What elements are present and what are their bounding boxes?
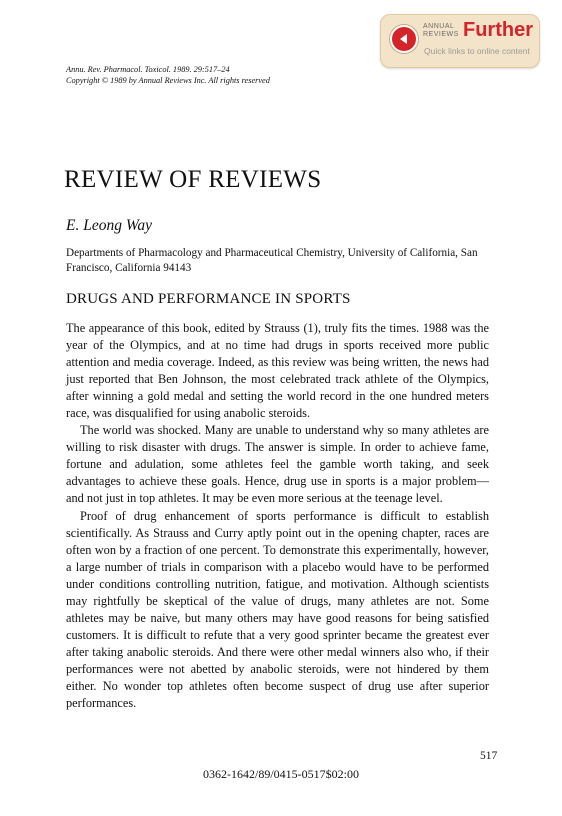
annual-reviews-logo-text: ANNUAL REVIEWS [423,23,459,38]
paragraph: The world was shocked. Many are unable to understand why so many athletes are willing to risk disaster with drugs. The answer is simple. In order to achieve fame, fortune and adulation, some athletes feel the gamble worth taking, and seek advantages to achieve these goals. Hence, drug use in sports is a major problem—and not just in top athletes. It may be even more serious at the teenage level. [66,423,489,506]
citation-line: Annu. Rev. Pharmacol. Toxicol. 1989. 29:517–24 [66,65,230,74]
further-tagline: Quick links to online content [424,46,530,56]
paragraph: The appearance of this book, edited by Strauss (1), truly fits the times. 1988 was the year of the Olympics, and at no time had drugs in sports received more public attention and media coverage. Indeed, as this review was being written, the news had just reported that Ben Johnson, the most celebrated track athlete of the Olympics, after winning a gold medal and setting the world record in the one hundred meters race, was disqualified for using anabolic steroids. [66,321,489,421]
issn-code: 0362-1642/89/0415-0517$02:00 [203,767,359,781]
page-number: 517 [480,750,498,762]
paragraph: Proof of drug enhancement of sports performance is difficult to establish scientifically. As Strauss and Curry aptly point out in the opening chapter, races are often won by a fraction of one percent. To demonstrate this experimentally, however, a large number of trials in comparison with a placebo would have to be performed under conditions controlling nutrition, fatigue, and motivation. Although scientists may rightfully be skeptical of the value of drugs, many athletes are not. Some athletes may be naive, but many others may have good reasons for being satisfied customers. It is difficult to refute that a very good sprinter became the greatest ever after taking anabolic steroids. And there were other medal winners also who, if their performances were not abetted by anabolic steroids, were not hindered by them either. No wonder top athletes often become suspect of drug use after superior performances. [66,508,489,711]
copyright-line: Copyright © 1989 by Annual Reviews Inc. All rights reserved [66,75,270,85]
author-name: E. Leong Way [66,217,152,234]
section-heading: DRUGS AND PERFORMANCE IN SPORTS [66,291,351,307]
body-text [66,320,489,712]
author-affiliation: Departments of Pharmacology and Pharmaceutical Chemistry, University of California, San Francisco, California 94143 [66,247,478,274]
further-label: Further [463,19,533,41]
article-title: REVIEW OF REVIEWS [64,166,322,193]
further-links-banner[interactable] [380,14,540,68]
play-arrow-icon [390,25,418,53]
journal-citation [66,65,270,86]
